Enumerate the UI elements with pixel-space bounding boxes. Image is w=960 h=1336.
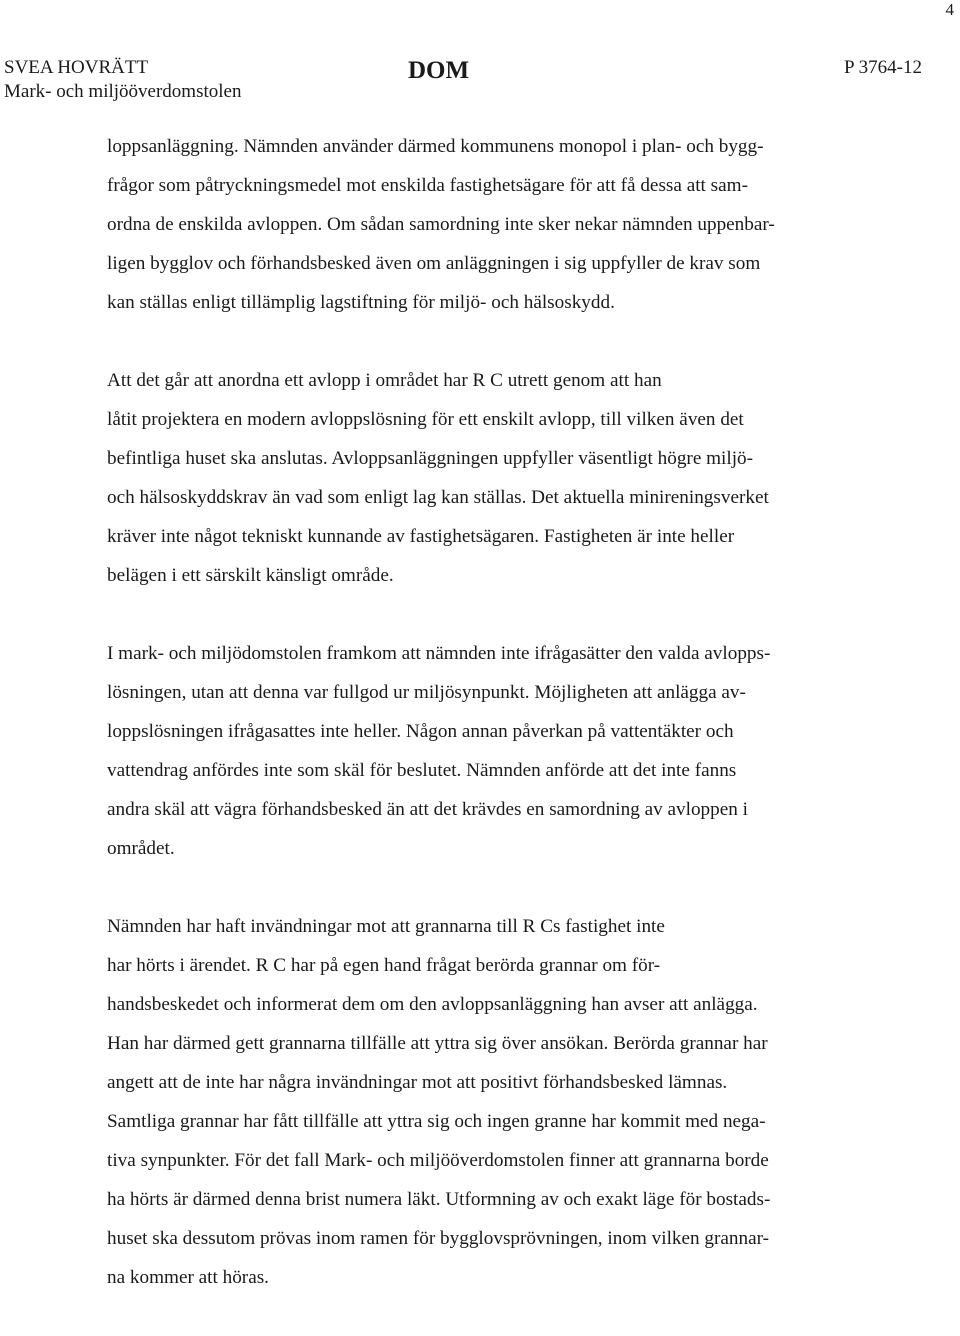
text-line: och hälsoskyddskrav än vad som enligt lag kan ställas. Det aktuella minireningsverket: [107, 487, 769, 508]
text-line: loppslösningen ifrågasattes inte heller. Någon annan påverkan på vattentäkter och: [107, 721, 734, 742]
text-line: loppsanläggning. Nämnden använder därmed kommunens monopol i plan- och bygg-: [107, 136, 764, 157]
text-line: belägen i ett särskilt känsligt område.: [107, 565, 394, 586]
text-line: huset ska dessutom prövas inom ramen för bygglovsprövningen, inom vilken grannar-: [107, 1228, 769, 1249]
paragraph-3: [107, 634, 907, 868]
text-line: området.: [107, 838, 175, 859]
text-line: Samtliga grannar har fått tillfälle att yttra sig och ingen granne har kommit med nega-: [107, 1111, 766, 1132]
text-line: angett att de inte har några invändningar mot att positivt förhandsbesked lämnas.: [107, 1072, 728, 1093]
text-line: låtit projektera en modern avloppslösning för ett enskilt avlopp, till vilken även det: [107, 409, 744, 430]
text-line: vattendrag anfördes inte som skäl för beslutet. Nämnden anförde att det inte fanns: [107, 760, 737, 781]
court-name-block: [4, 56, 241, 104]
text-line: tiva synpunkter. För det fall Mark- och miljööverdomstolen finner att grannarna borde: [107, 1150, 769, 1171]
text-line: handsbeskedet och informerat dem om den avloppsanläggning han avser att anlägga.: [107, 994, 758, 1015]
text-line: na kommer att höras.: [107, 1267, 269, 1288]
court-name: SVEA HOVRÄTT: [4, 57, 149, 78]
text-line: I mark- och miljödomstolen framkom att nämnden inte ifrågasätter den valda avlopps-: [107, 643, 771, 664]
text-line: Att det går att anordna ett avlopp i området har R C utrett genom att han: [107, 370, 662, 391]
document-type: DOM: [408, 57, 470, 84]
text-line: Han har därmed gett grannarna tillfälle att yttra sig över ansökan. Berörda grannar har: [107, 1033, 768, 1054]
text-line: ordna de enskilda avloppen. Om sådan samordning inte sker nekar nämnden uppenbar-: [107, 214, 775, 235]
text-line: ligen bygglov och förhandsbesked även om anläggningen i sig uppfyller de krav som: [107, 253, 761, 274]
paragraph-4: [107, 907, 907, 1297]
text-line: frågor som påtryckningsmedel mot enskilda fastighetsägare för att få dessa att sam-: [107, 175, 748, 196]
text-line: befintliga huset ska anslutas. Avloppsanläggningen uppfyller väsentligt högre miljö-: [107, 448, 754, 469]
text-line: Nämnden har haft invändningar mot att grannarna till R Cs fastighet inte: [107, 916, 665, 937]
text-line: kräver inte något tekniskt kunnande av fastighetsägaren. Fastigheten är inte heller: [107, 526, 735, 547]
body-text: [107, 127, 907, 1336]
page-number: 4: [945, 0, 954, 19]
text-line: ha hörts är därmed denna brist numera läkt. Utformning av och exakt läge för bostads-: [107, 1189, 771, 1210]
paragraph-1: [107, 127, 907, 322]
case-number: P 3764-12: [844, 57, 922, 78]
court-division: Mark- och miljööverdomstolen: [4, 81, 242, 102]
text-line: lösningen, utan att denna var fullgod ur miljösynpunkt. Möjligheten att anlägga av-: [107, 682, 746, 703]
paragraph-2: [107, 361, 907, 595]
text-line: kan ställas enligt tillämplig lagstiftning för miljö- och hälsoskydd.: [107, 292, 615, 313]
text-line: andra skäl att vägra förhandsbesked än att det krävdes en samordning av avloppen i: [107, 799, 748, 820]
text-line: har hörts i ärendet. R C har på egen hand frågat berörda grannar om för-: [107, 955, 661, 976]
